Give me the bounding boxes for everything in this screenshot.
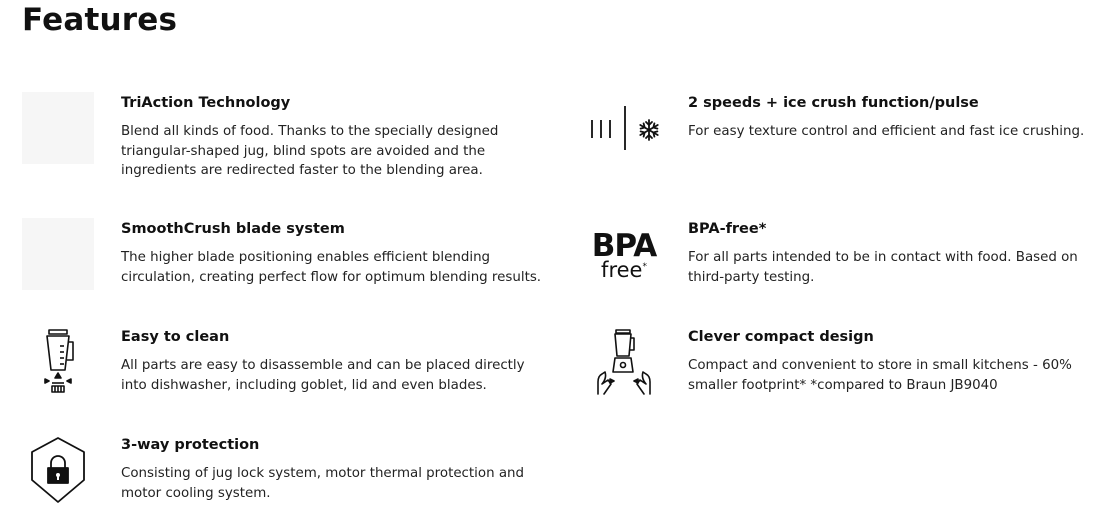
feature-title: Easy to clean [121,329,230,345]
free-icon-text: free [601,258,643,282]
feature-description: For easy texture control and efficient and fast ice crushing. [688,124,1085,139]
feature-image-placeholder [22,92,94,164]
feature-description: Compact and convenient to store in small kitchens - 60% smaller footprint* *compared to Braun JB9040 [688,358,1072,393]
feature-title: SmoothCrush blade system [121,221,345,237]
free-icon-mark: * [642,262,647,272]
bpa-free-icon [588,220,660,292]
feature-title: BPA-free* [688,221,767,237]
feature-description: Blend all kinds of food. Thanks to the specially designed triangular-shaped jug, blind spots are avoided and the ingredients are redirected faster to the blending area. [121,124,499,178]
feature-title: Clever compact design [688,329,874,345]
shield-lock-icon [22,434,94,506]
compact-blender-icon [588,326,660,398]
blender-disassemble-icon [22,326,94,398]
feature-description: Consisting of jug lock system, motor thermal protection and motor cooling system. [121,466,525,501]
feature-image-placeholder [22,218,94,290]
feature-title: TriAction Technology [121,95,291,111]
feature-description: All parts are easy to disassemble and can be placed directly into dishwasher, including goblet, lid and even blades. [121,358,525,393]
feature-title: 2 speeds + ice crush function/pulse [688,95,979,111]
bpa-icon-text: BPA [591,228,657,264]
page-title: Features [22,2,178,38]
feature-description: The higher blade positioning enables efficient blending circulation, creating perfect flow for optimum blending results. [121,250,542,285]
feature-title: 3-way protection [121,437,260,453]
speed-snowflake-icon [588,92,660,164]
feature-description: For all parts intended to be in contact with food. Based on third-party testing. [688,250,1078,285]
